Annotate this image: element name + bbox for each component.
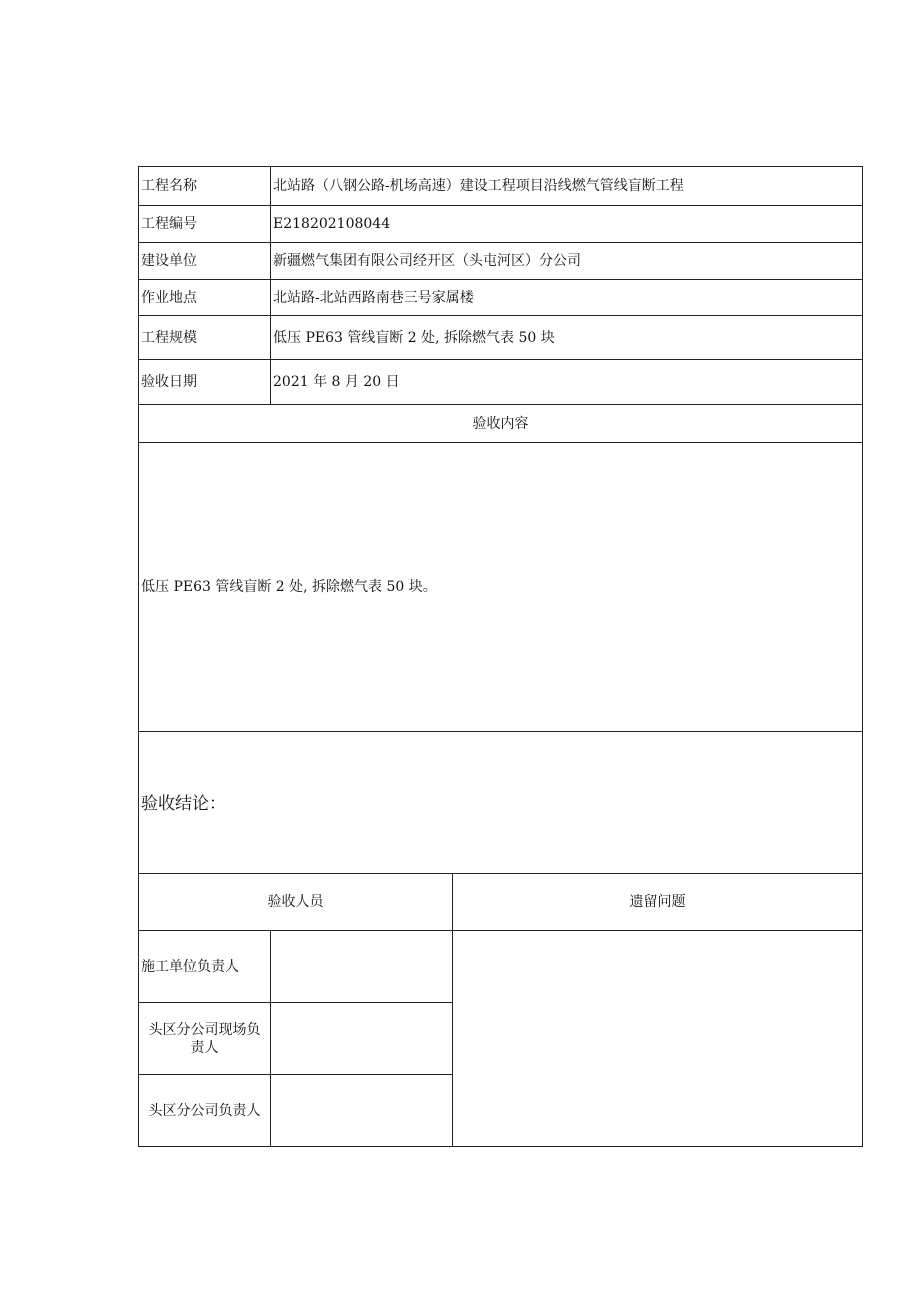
row-project-name xyxy=(139,167,863,206)
project-name-value: 北站路（八钢公路-机场高速）建设工程项目沿线燃气管线盲断工程 xyxy=(271,167,863,206)
date-label: 验收日期 xyxy=(139,360,271,405)
row-content-header xyxy=(139,405,863,443)
builder-value: 新疆燃气集团有限公司经开区（头屯河区）分公司 xyxy=(271,243,863,280)
sign-contractor-field xyxy=(271,931,453,1003)
sign-branch-head-label: 头区分公司负责人 xyxy=(139,1075,271,1147)
builder-label: 建设单位 xyxy=(139,243,271,280)
sign-branch-site-field xyxy=(271,1003,453,1075)
sign-branch-site-label xyxy=(139,1003,271,1075)
row-conclusion xyxy=(139,732,863,874)
row-sign-contractor xyxy=(139,931,863,1003)
site-value: 北站路-北站西路南巷三号家属楼 xyxy=(271,280,863,316)
sign-contractor-label: 施工单位负责人 xyxy=(139,931,271,1003)
sign-branch-site-line2: 责人 xyxy=(190,1039,219,1056)
row-project-no xyxy=(139,206,863,243)
content-text: 低压 PE63 管线盲断 2 处, 拆除燃气表 50 块。 xyxy=(139,443,863,732)
scale-label: 工程规模 xyxy=(139,316,271,360)
sign-branch-head-field xyxy=(271,1075,453,1147)
row-date xyxy=(139,360,863,405)
content-header: 验收内容 xyxy=(139,405,863,443)
row-site xyxy=(139,280,863,316)
project-name-label: 工程名称 xyxy=(139,167,271,206)
row-content xyxy=(139,443,863,732)
staff-header: 验收人员 xyxy=(139,874,453,931)
project-no-label: 工程编号 xyxy=(139,206,271,243)
row-scale xyxy=(139,316,863,360)
project-no-value: E218202108044 xyxy=(271,206,863,243)
date-value: 2021 年 8 月 20 日 xyxy=(271,360,863,405)
conclusion-label: 验收结论： xyxy=(141,793,226,814)
acceptance-form xyxy=(138,166,863,1147)
conclusion-cell xyxy=(139,732,863,874)
scale-value: 低压 PE63 管线盲断 2 处, 拆除燃气表 50 块 xyxy=(271,316,863,360)
row-builder xyxy=(139,243,863,280)
issues-header: 遗留问题 xyxy=(453,874,863,931)
site-label: 作业地点 xyxy=(139,280,271,316)
row-staff-header xyxy=(139,874,863,931)
sign-branch-site-line1: 头区分公司现场负 xyxy=(148,1021,261,1038)
issues-field xyxy=(453,931,863,1147)
